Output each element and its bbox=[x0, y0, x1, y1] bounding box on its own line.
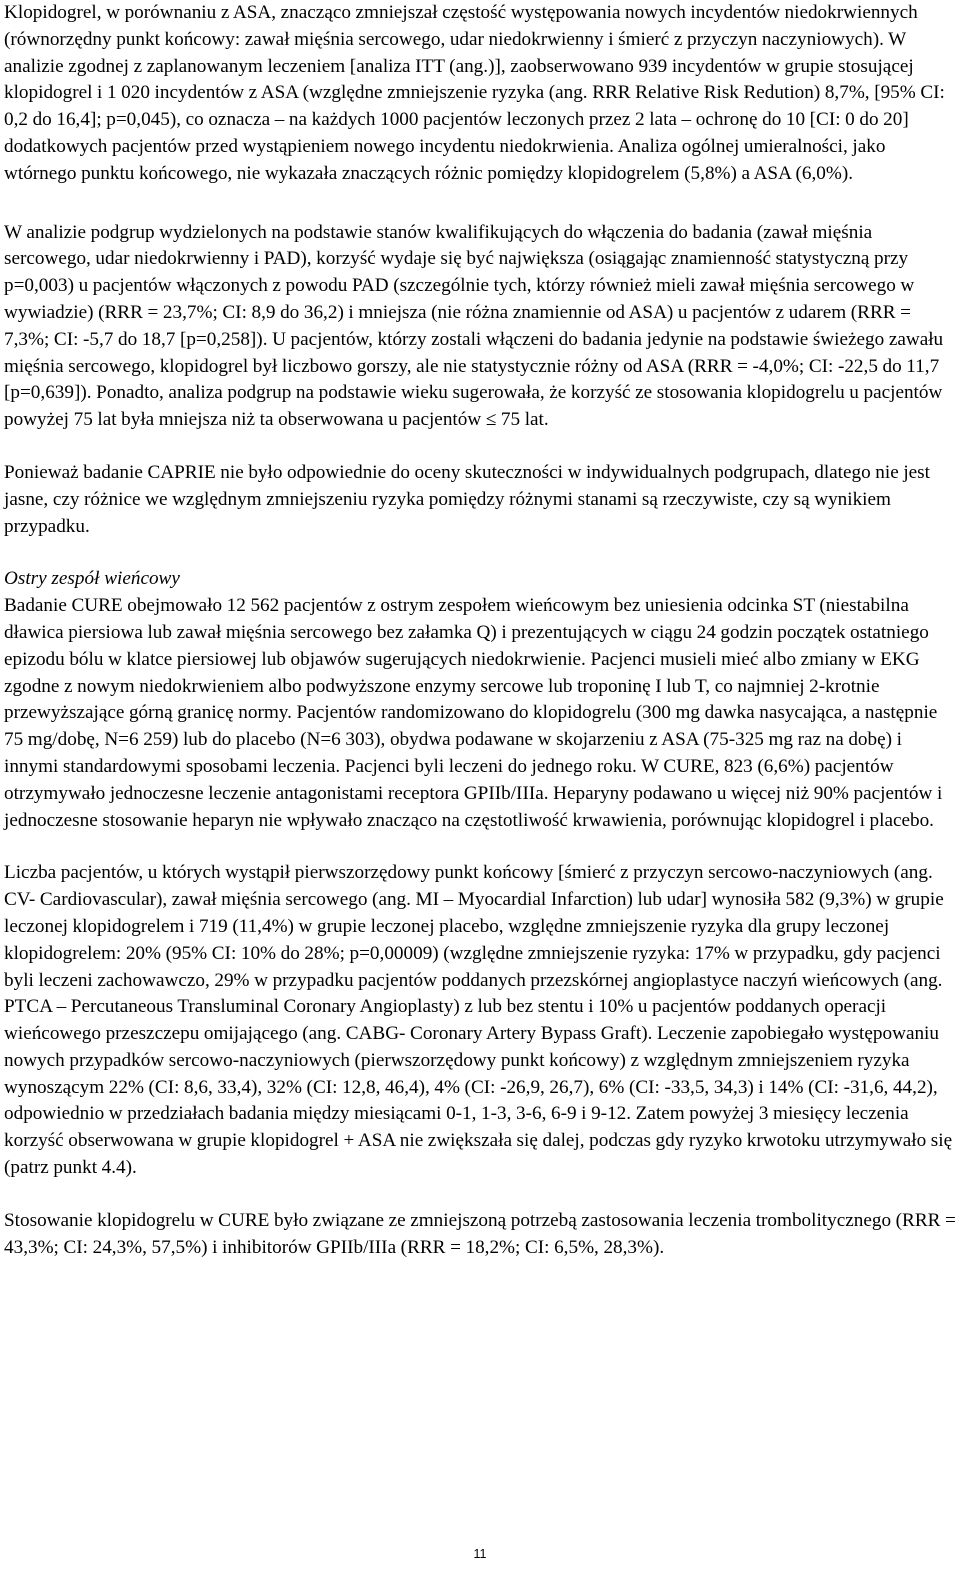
section-acs bbox=[4, 566, 956, 834]
paragraph-cure-thrombolytic: Stosowanie klopidogrelu w CURE było związane ze zmniejszoną potrzebą zastosowania leczenia trombolitycznego (RRR = 43,3%; CI: 24,3%, 57,5%) i inhibitorów GPIIb/IIIa (RRR = 18,2%; CI: 6,5%, 28,3%). bbox=[4, 1209, 956, 1258]
paragraph-cure-results: Liczba pacjentów, u których wystąpił pierwszorzędowy punkt końcowy [śmierć z przyczyn sercowo-naczyniowych (ang. CV- Cardiovascular), zawał mięśnia sercowego (ang. MI – Myocardial Infarction) lub udar] wynosiła 582 (9,3%) w grupie leczonej klopidogrelem i 719 (11,4%) w grupie leczonej placebo, względne zmniejszenie ryzyka dla grupy leczonej klopidogrelem: 20% (95% CI: 10% do 28%; p=0,00009) (względne zmniejszenie ryzyka: 17% w przypadku, gdy pacjenci byli leczeni zachowawczo, 29% w przypadku pacjentów poddanych przezskórnej angioplastyce naczyń wieńcowych (ang. PTCA – Percutaneous Transluminal Coronary Angioplasty) z lub bez stentu i 10% u pacjentów poddanych operacji wieńcowego przeszczepu omijającego (ang. CABG- Coronary Artery Bypass Graft). Leczenie zapobiegało występowaniu nowych przypadków sercowo-naczyniowych (pierwszorzędowy punkt końcowy) z względnym zmniejszeniem ryzyka wynoszącym 22% (CI: 8,6, 33,4), 32% (CI: 12,8, 46,4), 4% (CI: -26,9, 26,7), 6% (CI: -33,5, 34,3) i 14% (CI: -31,6, 44,2), odpowiednio w przedziałach badania między miesiącami 0-1, 1-3, 3-6, 6-9 i 9-12. Zatem powyżej 3 miesięcy leczenia korzyść obserwowana w grupie klopidogrel + ASA nie zwiększała się dalej, podczas gdy ryzyko krwotoku utrzymywało się (patrz punkt 4.4). bbox=[4, 862, 953, 1179]
paragraph-subgroup-analysis: W analizie podgrup wydzielonych na podstawie stanów kwalifikujących do włączenia do badania (zawał mięśnia sercowego, udar niedokrwienny i PAD), korzyść wydaje się być największa (osiągając znamienność statystyczną przy p=0,003) u pacjentów włączonych z powodu PAD (szczególnie tych, którzy również mieli zawał mięśnia sercowego w wywiadzie) (RRR = 23,7%; CI: 8,9 do 36,2) i mniejsza (nie różna znamiennie od ASA) u pacjentów z udarem (RRR = 7,3%; CI: -5,7 do 18,7 [p=0,258]). U pacjentów, którzy zostali włączeni do badania jedynie na podstawie świeżego zawału mięśnia sercowego, klopidogrel był liczbowo gorszy, ale nie statystycznie różny od ASA (RRR = -4,0%; CI: -22,5 do 11,7 [p=0,639]). Ponadto, analiza podgrup na podstawie wieku sugerowała, że korzyść ze stosowania klopidogrelu u pacjentów powyżej 75 lat była mniejsza niż ta obserwowana u pacjentów ≤ 75 lat. bbox=[4, 221, 944, 431]
paragraph-caprie-results: Klopidogrel, w porównaniu z ASA, znacząco zmniejszał częstość występowania nowych incydentów niedokrwiennych (równorzędny punkt końcowy: zawał mięśnia sercowego, udar niedokrwienny i śmierć z przyczyn naczyniowych). W analizie zgodnej z zaplanowanym leczeniem [analiza ITT (ang.)], zaobserwowano 939 incydentów w grupie stosującej klopidogrel i 1 020 incydentów z ASA (względne zmniejszenie ryzyka (ang. RRR Relative Risk Redution) 8,7%, [95% CI: 0,2 do 16,4]; p=0,045), co oznacza – na każdych 1000 pacjentów leczonych przez 2 lata – ochronę do 10 [CI: 0 do 20] dodatkowych pacjentów przed wystąpieniem nowego incydentu niedokrwienia. Analiza ogólnej umieralności, jako wtórnego punktu końcowego, nie wykazała znaczących różnic pomiędzy klopidogrelem (5,8%) a ASA (6,0%). bbox=[4, 2, 945, 184]
section-heading: Ostry zespół wieńcowy bbox=[4, 568, 180, 590]
paragraph-caprie-limitations: Ponieważ badanie CAPRIE nie było odpowiednie do oceny skuteczności w indywidualnych podgrupach, dlatego nie jest jasne, czy różnice we względnym zmniejszeniu ryzyka pomiędzy różnymi stanami są rzeczywiste, czy są wynikiem przypadku. bbox=[4, 461, 930, 537]
document-page bbox=[4, 0, 956, 1261]
page-number: 11 bbox=[473, 1547, 487, 1561]
paragraph-cure-design: Badanie CURE obejmowało 12 562 pacjentów z ostrym zespołem wieńcowym bez uniesienia odcinka ST (niestabilna dławica piersiowa lub zawał mięśnia sercowego bez załamka Q) i prezentujących w ciągu 24 godzin początek ostatniego epizodu bólu w klatce piersiowej lub objawów sugerujących niedokrwienie. Pacjenci musieli mieć albo zmiany w EKG zgodne z nowym niedokrwieniem albo podwyższone enzymy sercowe lub troponinę I lub T, co najmniej 2-krotnie przewyższające górną granicę normy. Pacjentów randomizowano do klopidogrelu (300 mg dawka nasycająca, a następnie 75 mg/dobę, N=6 259) lub do placebo (N=6 303), obydwa podawane w skojarzeniu z ASA (75-325 mg raz na dobę) i innymi standardowymi sposobami leczenia. Pacjenci byli leczeni do jednego roku. W CURE, 823 (6,6%) pacjentów otrzymywało jednoczesne leczenie antagonistami receptora GPIIb/IIIa. Heparyny podawano u więcej niż 90% pacjentów i jednoczesne stosowanie heparyn nie wpływało znacząco na częstotliwość krwawienia, porównując klopidogrel i placebo. bbox=[4, 595, 943, 831]
